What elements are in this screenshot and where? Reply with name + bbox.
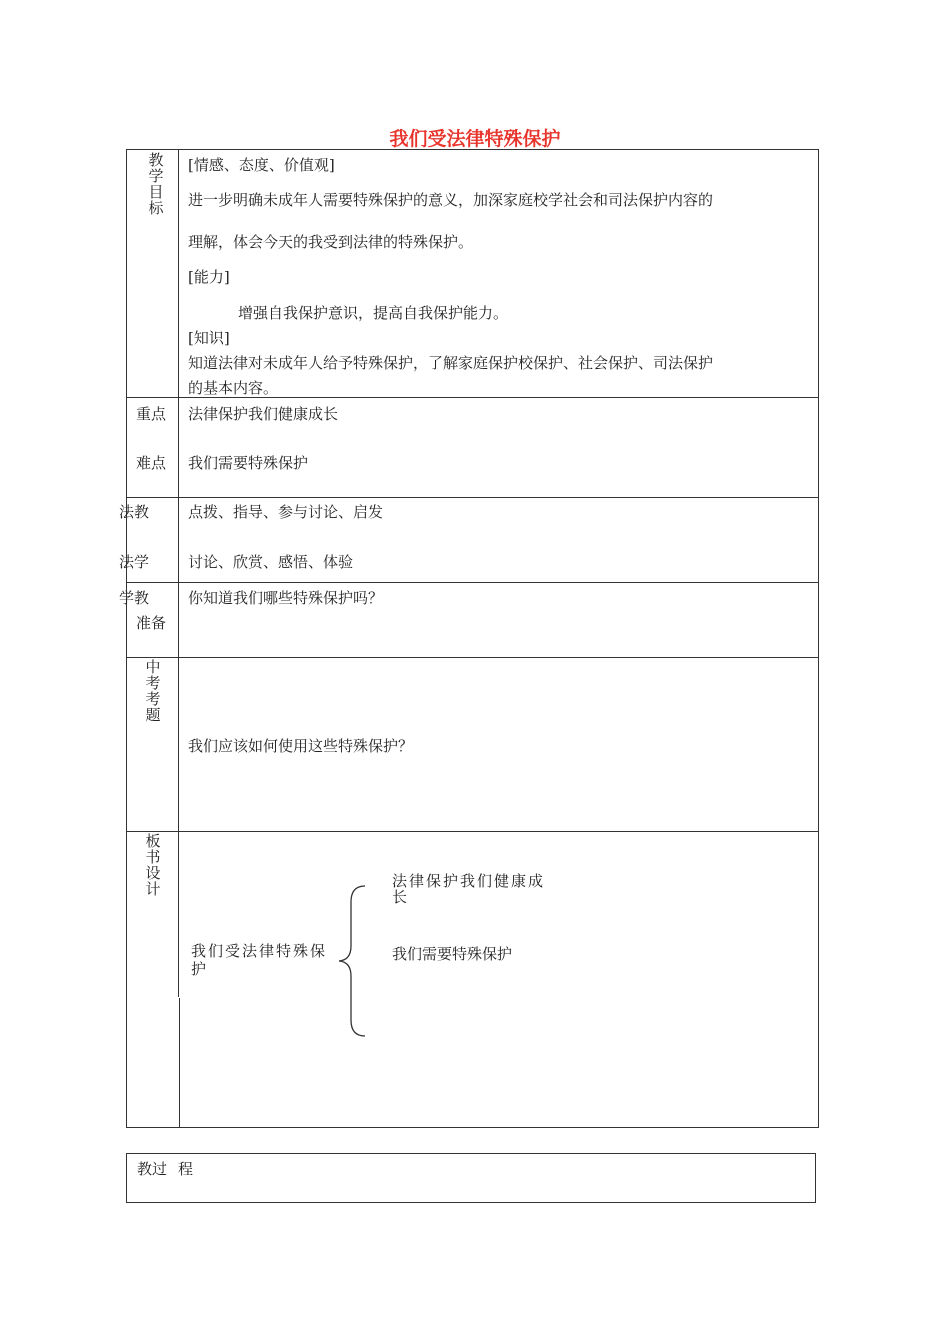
goals-heading-emotion: [情感、态度、价值观] bbox=[188, 156, 335, 174]
prep-label-2: 准备 bbox=[136, 614, 167, 632]
goals-emotion-text-1: 进一步明确未成年人需要特殊保护的意义，加深家庭校学社会和司法保护内容的 bbox=[188, 191, 714, 209]
board-main-topic: 我们受法律特殊保护 bbox=[191, 942, 328, 978]
board-branch-1: 法律保护我们健康成长 bbox=[392, 872, 546, 906]
goals-heading-knowledge: [知识] bbox=[188, 329, 230, 347]
process-label: 教过 bbox=[137, 1160, 168, 1178]
exam-text: 我们应该如何使用这些特殊保护？ bbox=[188, 737, 414, 755]
goals-knowledge-text-1: 知道法律对未成年人给予特殊保护，了解家庭保护校保护、社会保护、司法保护 bbox=[188, 354, 714, 372]
exam-label: 中考考题 bbox=[145, 658, 161, 724]
prep-label-1: 学教 bbox=[119, 589, 150, 607]
key-text: 法律保护我们健康成长 bbox=[188, 405, 339, 423]
difficult-label: 难点 bbox=[136, 454, 167, 472]
board-branch-2: 我们需要特殊保护 bbox=[392, 945, 513, 963]
curly-brace-icon bbox=[335, 884, 369, 1038]
board-label: 板书设计 bbox=[145, 832, 161, 898]
page-title: 我们受法律特殊保护 bbox=[389, 128, 561, 150]
goals-ability-text: 增强自我保护意识，提高自我保护能力。 bbox=[238, 304, 509, 322]
learning-method-label: 法学 bbox=[119, 553, 150, 571]
prep-text: 你知道我们哪些特殊保护吗？ bbox=[188, 589, 384, 607]
goals-heading-ability: [能力] bbox=[188, 268, 230, 286]
learning-method-text: 讨论、欣赏、感悟、体验 bbox=[188, 553, 354, 571]
difficult-text: 我们需要特殊保护 bbox=[188, 454, 309, 472]
goals-label: 教学目标 bbox=[148, 151, 164, 217]
goals-knowledge-text-2: 的基本内容。 bbox=[188, 379, 279, 397]
key-label: 重点 bbox=[136, 405, 167, 423]
teaching-method-label: 法教 bbox=[119, 503, 150, 521]
process-label-2: 程 bbox=[178, 1160, 194, 1178]
teaching-method-text: 点拨、指导、参与讨论、启发 bbox=[188, 503, 384, 521]
goals-emotion-text-2: 理解，体会今天的我受到法律的特殊保护。 bbox=[188, 233, 474, 251]
